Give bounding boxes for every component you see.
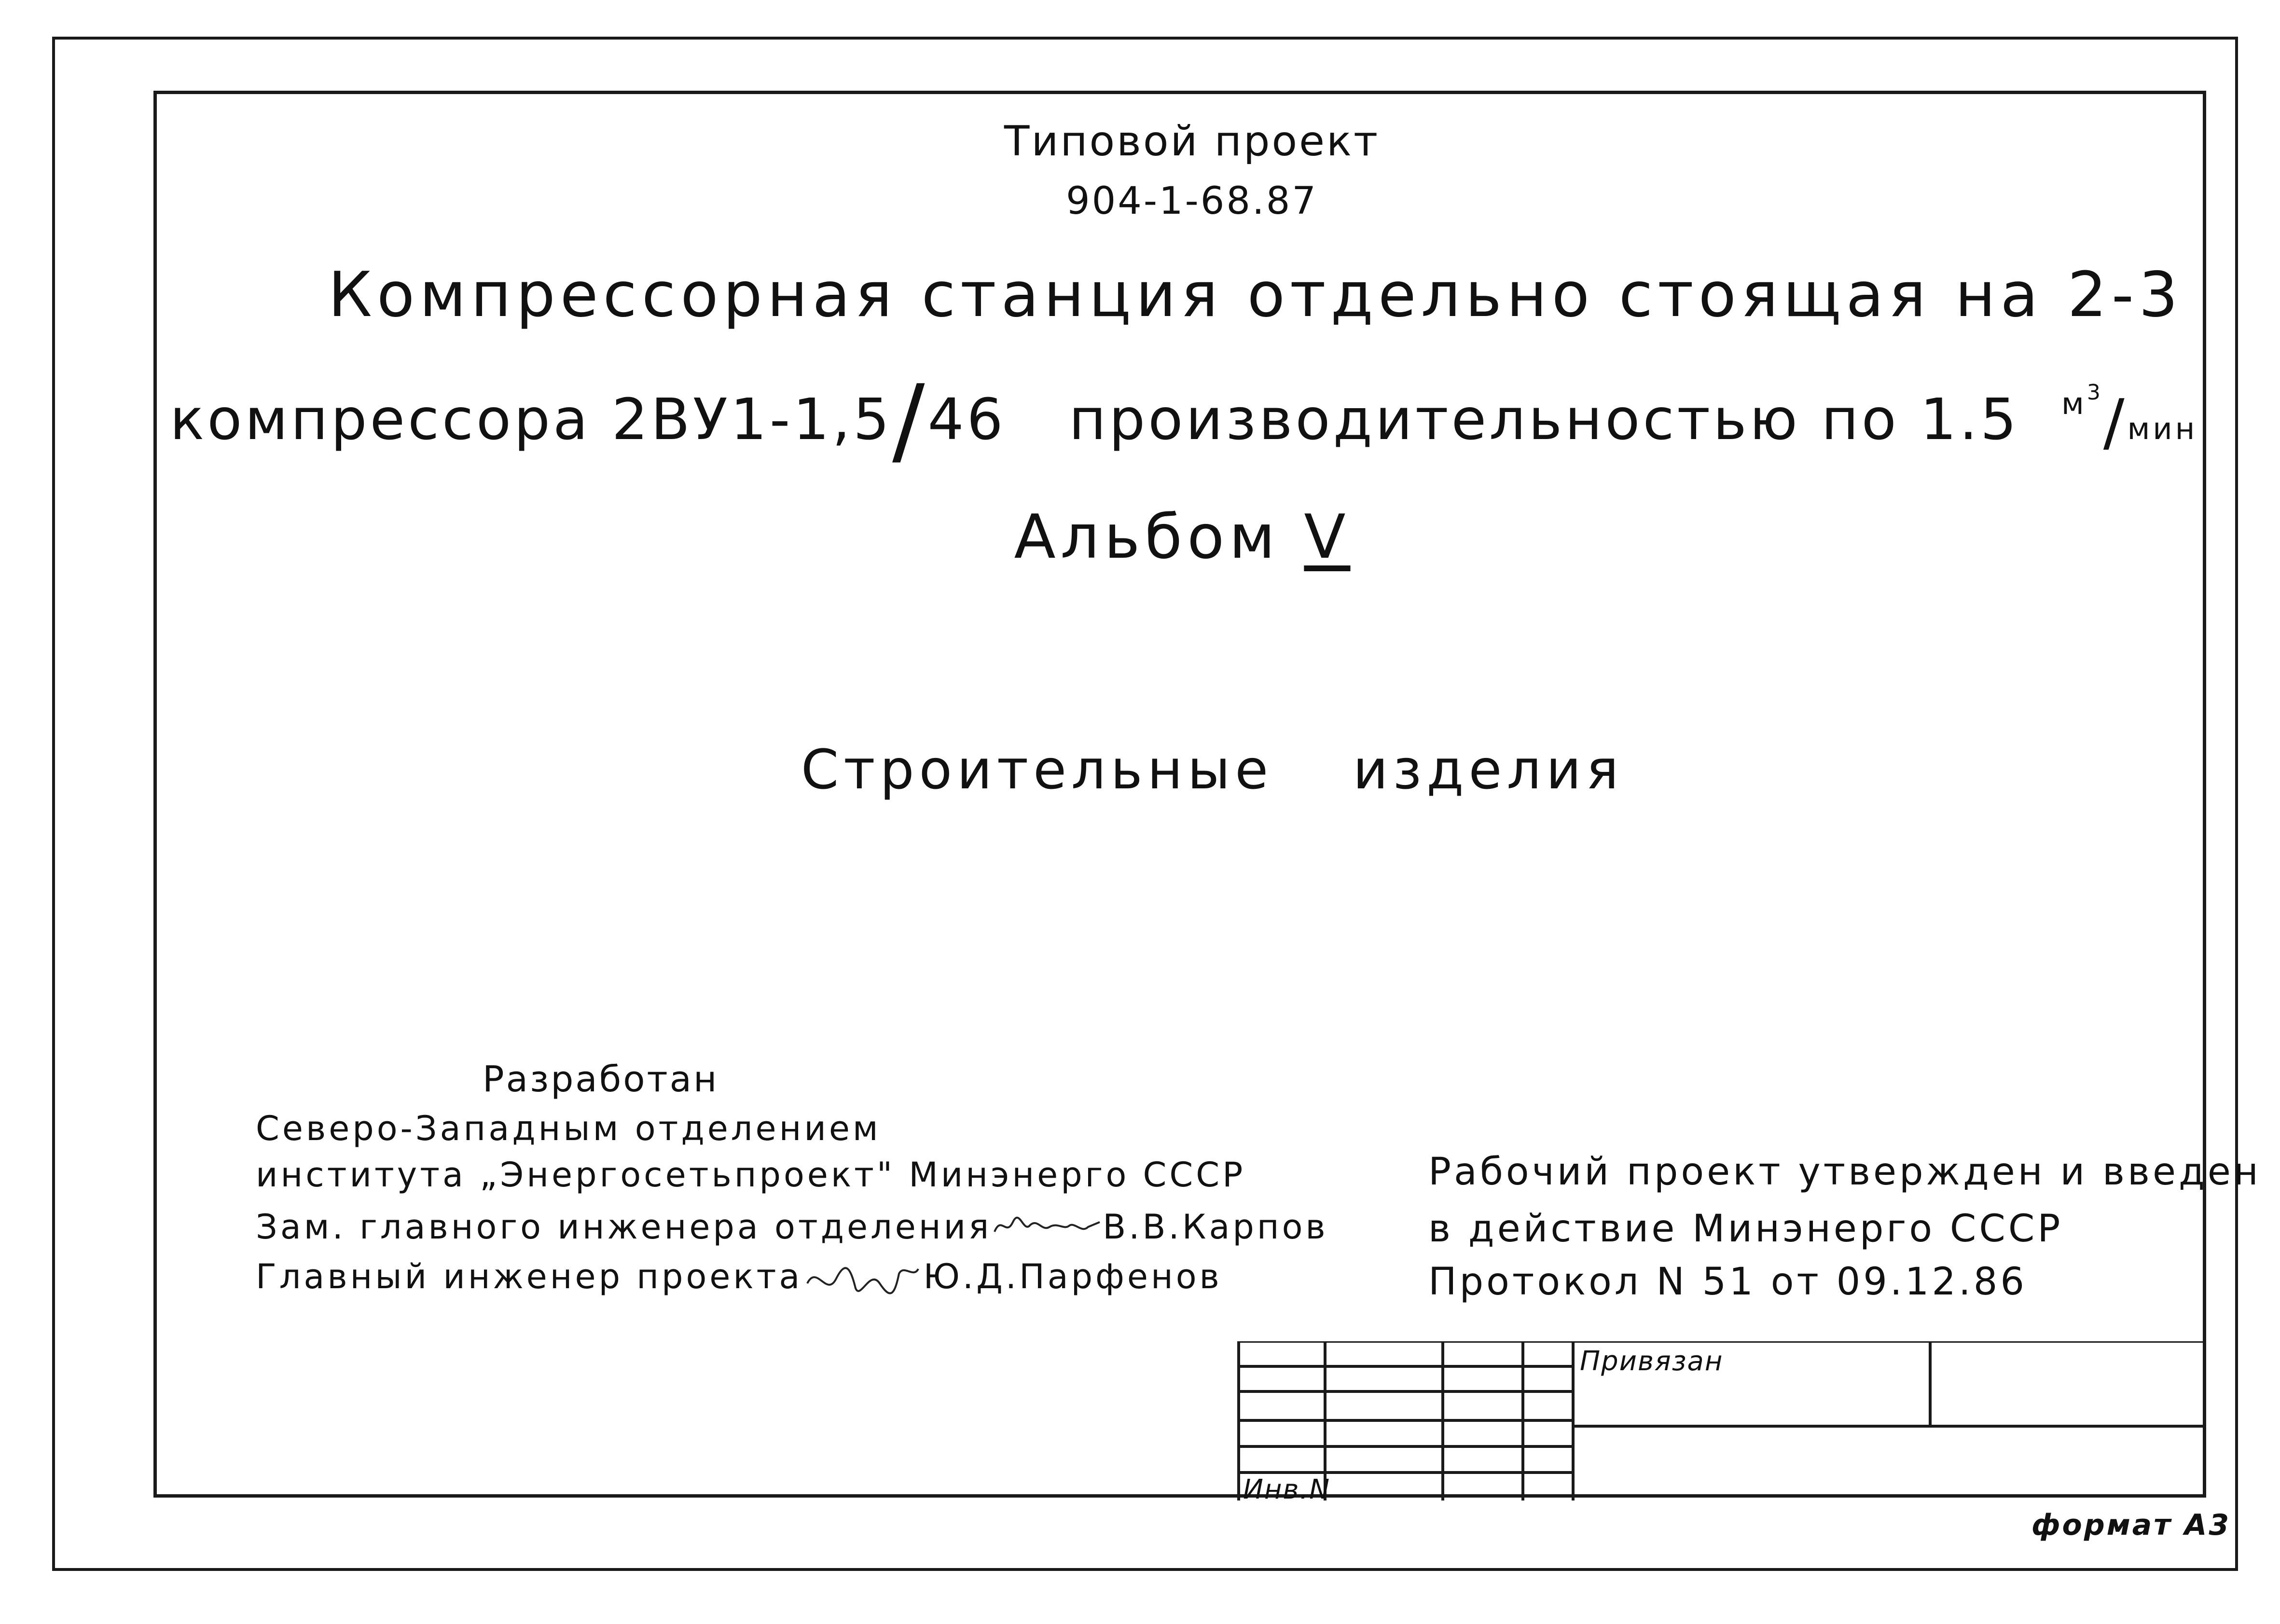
unit-denominator: мин xyxy=(2127,411,2198,446)
unit-slash: / xyxy=(2103,385,2128,459)
developer-line-4 xyxy=(256,1259,1222,1303)
signature-parfenov xyxy=(802,1259,923,1303)
deputy-role: Зам. главного инженера отделения xyxy=(256,1207,992,1247)
format-label: формат А3 xyxy=(2031,1508,2231,1542)
chief-role: Главный инженер проекта xyxy=(256,1257,803,1296)
developer-heading: Разработан xyxy=(483,1059,719,1100)
approval-line-2: в действие Минэнерго СССР xyxy=(1428,1207,2063,1251)
deputy-name: В.В.Карпов xyxy=(1103,1207,1328,1247)
album-heading xyxy=(1013,501,1351,572)
project-number: 904-1-68.87 xyxy=(1065,179,1318,223)
title-line-2-model-suffix: 46 xyxy=(927,386,1006,453)
title-line-2 xyxy=(170,364,2198,477)
inventory-label: Инв.N xyxy=(1243,1474,1331,1505)
title-line-2-middle: производительностью по 1.5 xyxy=(1069,386,2019,453)
signature-karpov xyxy=(992,1212,1103,1241)
developer-line-3 xyxy=(256,1207,1328,1247)
approval-line-3: Протокол N 51 от 09.12.86 xyxy=(1428,1260,2028,1304)
album-number: V xyxy=(1304,501,1351,572)
album-label: Альбом xyxy=(1014,501,1280,572)
project-type: Типовой проект xyxy=(1004,117,1380,165)
developer-line-1: Северо-Западным отделением xyxy=(256,1109,881,1148)
title-line-2-prefix: компрессора 2ВУ1-1,5 xyxy=(170,386,893,453)
slash-glyph: / xyxy=(892,364,928,477)
unit-numerator: м3 xyxy=(2061,380,2103,421)
subtitle: Строительные изделия xyxy=(801,739,1624,801)
attached-label: Привязан xyxy=(1580,1346,1724,1377)
chief-name: Ю.Д.Парфенов xyxy=(923,1257,1222,1296)
stamp-table xyxy=(1237,1341,2206,1505)
title-line-1: Компрессорная станция отдельно стоящая на 2-3 xyxy=(328,259,2183,331)
approval-line-1: Рабочий проект утвержден и введен xyxy=(1428,1150,2261,1194)
developer-line-2: института „Энергосетьпроект" Минэнерго СССР xyxy=(256,1155,1246,1195)
